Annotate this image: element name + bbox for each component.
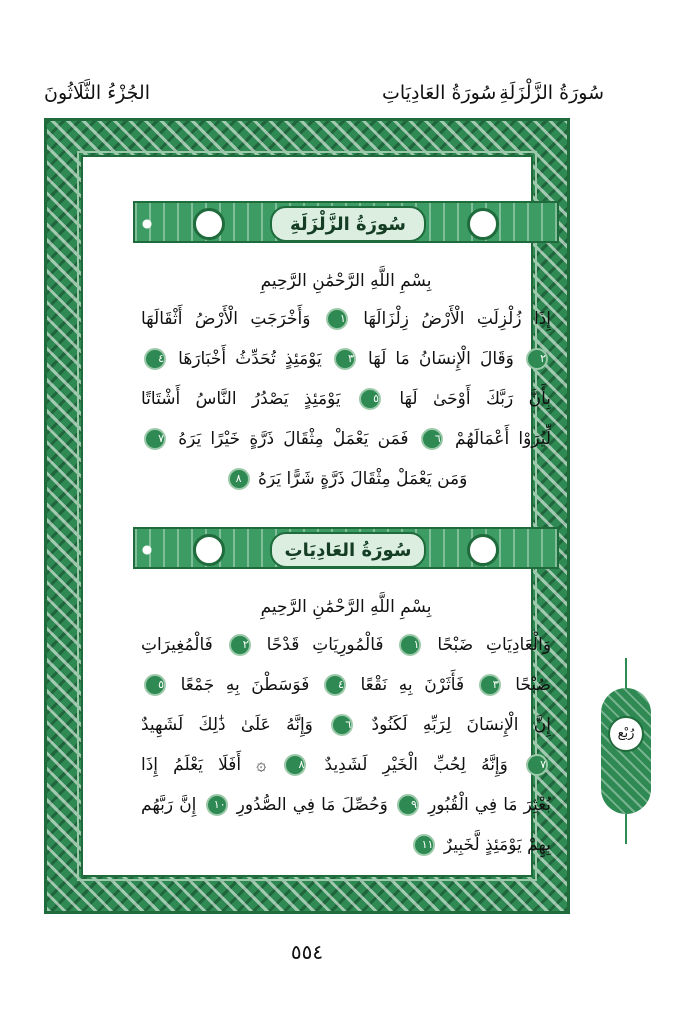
verse-line: وَالْعَادِيَاتِ ضَبْحًا ١ فَالْمُورِيَاتِ قَدْحًا ٢ فَالْمُغِيرَاتِ [141,635,552,655]
ayah-marker: ٤ [324,674,346,696]
basmala-1: بِسْمِ اللَّهِ الرَّحْمَٰنِ الرَّحِيمِ [260,271,432,291]
surah-title-adiyat: سُورَةُ العَادِيَاتِ [270,532,426,568]
ayah-marker: ٨ [228,468,250,490]
ayah-marker: ٧ [144,428,166,450]
page-text-area [81,155,552,877]
ayah-marker: ٥ [359,388,381,410]
verse-line: بُعْثِرَ مَا فِي الْقُبُورِ ٩ وَحُصِّلَ مَا فِي الصُّدُورِ ١٠ إِنَّ رَبَّهُم [141,795,552,815]
ayah-marker: ٣ [334,348,356,370]
basmala-2: بِسْمِ اللَّهِ الرَّحْمَٰنِ الرَّحِيمِ [260,597,432,617]
rosette-icon [467,208,499,240]
surah-banner-zalzalah [133,201,559,243]
ayah-marker: ٢ [229,634,251,656]
ayah-marker: ٥ [144,674,166,696]
ayah-marker: ٩ [397,794,419,816]
verse-line: صُبْحًا ٣ فَأَثَرْنَ بِهِ نَقْعًا ٤ فَوَسَطْنَ بِهِ جَمْعًا ٥ [141,673,551,697]
ayah-marker: ٨ [284,754,306,776]
header-surah-name-middle: سُورَةُ العَادِيَاتِ [382,82,497,104]
rub-marker-tab [601,658,651,844]
ayah-marker: ١ [399,634,421,656]
ayah-marker: ٤ [144,348,166,370]
verse-line: بِأَنَّ رَبَّكَ أَوْحَىٰ لَهَا ٥ يَوْمَئِذٍ يَصْدُرُ النَّاسُ أَشْتَاتًا [141,389,551,409]
header-surah-name-right: سُورَةُ الزَّلْزَلَةِ [499,82,604,104]
ayah-marker: ٦ [331,714,353,736]
rosette-icon [193,208,225,240]
rosette-icon [467,534,499,566]
verse-line: إِنَّ الْإِنسَانَ لِرَبِّهِ لَكَنُودٌ ٦ وَإِنَّهُ عَلَىٰ ذَٰلِكَ لَشَهِيدٌ [141,715,552,735]
surah-title-zalzalah: سُورَةُ الزَّلْزَلَةِ [270,206,426,242]
ornamental-page-frame [44,118,570,914]
ayah-marker: ٧ [526,754,548,776]
verse-line: ٢ وَقَالَ الْإِنسَانُ مَا لَهَا ٣ يَوْمَئِذٍ تُحَدِّثُ أَخْبَارَهَا ٤ [141,347,551,371]
page-number: ٥٥٤ [290,940,324,964]
ayah-marker: ١٠ [206,794,228,816]
rosette-icon [193,534,225,566]
ayah-marker: ٢ [526,348,548,370]
ayah-marker: ١ [326,308,348,330]
surah-banner-adiyat [133,527,559,569]
ayah-marker: ٦ [421,428,443,450]
header-juz-name: الجُزْءُ الثَّلَاثُونَ [44,82,150,104]
verse-line: بِهِمْ يَوْمَئِذٍ لَّخَبِيرٌ ١١ [141,833,551,857]
verse-line: ٧ وَإِنَّهُ لِحُبِّ الْخَيْرِ لَشَدِيدٌ ٨ ۞ أَفَلَا يَعْلَمُ إِذَا [141,755,547,775]
rub-label: رُبْع [608,716,644,752]
verse-line: لِّيُرَوْا أَعْمَالَهُمْ ٦ فَمَن يَعْمَلْ مِثْقَالَ ذَرَّةٍ خَيْرًا يَرَهُ ٧ [141,427,551,451]
ayah-marker: ٣ [479,674,501,696]
ayah-marker: ١١ [413,834,435,856]
verse-line: إِذَا زُلْزِلَتِ الْأَرْضُ زِلْزَالَهَا ١ وَأَخْرَجَتِ الْأَرْضُ أَثْقَالَهَا [141,309,551,329]
verse-line: وَمَن يَعْمَلْ مِثْقَالَ ذَرَّةٍ شَرًّا يَرَهُ ٨ [141,467,551,491]
